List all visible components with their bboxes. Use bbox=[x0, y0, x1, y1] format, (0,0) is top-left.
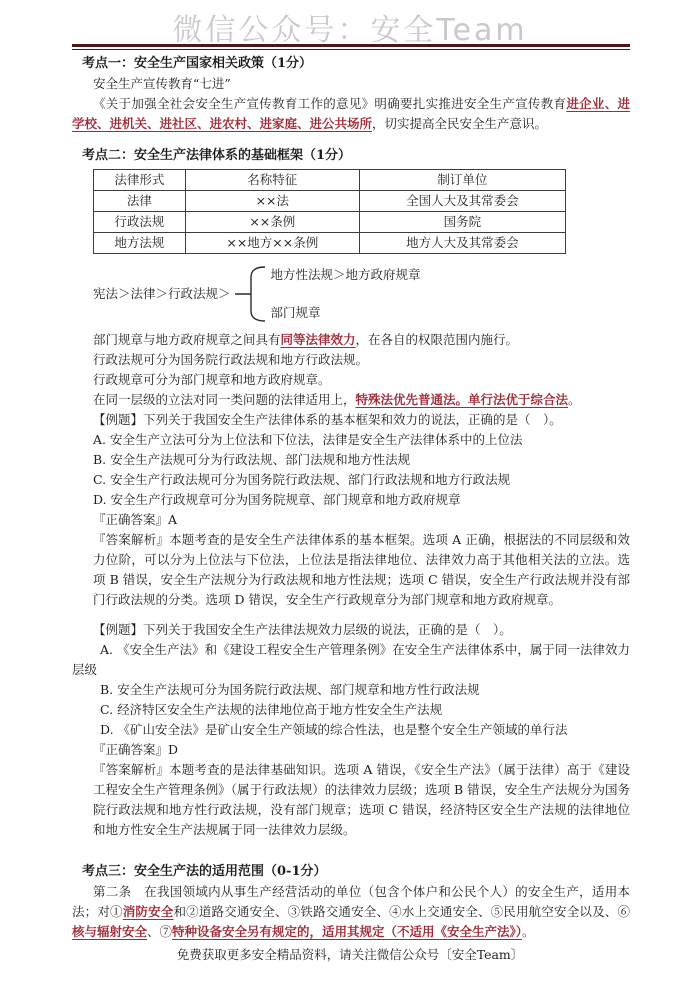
text-run: C. 安全生产行政法规可分为国务院行政法规、部门行政法规和地方行政法规 bbox=[93, 472, 511, 487]
text-run: ，切实提高全民安全生产意识。 bbox=[372, 116, 548, 131]
text-run: 『正确答案』A bbox=[93, 512, 178, 527]
answer-line bbox=[72, 740, 630, 760]
spacer bbox=[72, 840, 630, 850]
table-cell: ××法 bbox=[185, 191, 359, 212]
text-run: 部门规章与地方政府规章之间具有 bbox=[93, 332, 281, 347]
text-run: 《关于加强全社会安全生产宣传教育工作的意见》明确要扎实推进安全生产宣传教育 bbox=[93, 96, 567, 111]
diagram-root-label: 宪法＞法律＞行政法规＞ bbox=[93, 286, 231, 301]
exam-point-1-heading: 考点一：安全生产国家相关政策（1分） bbox=[82, 56, 313, 71]
text-run: B. 安全生产法规可分为行政法规、部门法规和地方性法规 bbox=[93, 452, 411, 467]
watermark-text: 微信公众号：安全Team bbox=[172, 13, 528, 48]
table-cell: 法律 bbox=[94, 191, 186, 212]
diagram-branch-label: 地方性法规＞地方政府规章 bbox=[270, 267, 421, 282]
text-run: 【例题】下列关于我国安全生产法律法规效力层级的说法，正确的是（ ）。 bbox=[93, 622, 512, 637]
paragraph bbox=[72, 350, 630, 370]
table-cell: 名称特征 bbox=[185, 170, 359, 191]
highlighted-text: 特殊法优先普通法。单行法优于综合法 bbox=[355, 392, 569, 407]
paragraph bbox=[72, 370, 630, 390]
text-run: 第二条 在我国领域内从事生产经营活动的单位（包含个体户和公民个人）的安全生产，适用本法；对① bbox=[72, 884, 630, 919]
text-run: 行政法规可分为国务院行政法规和地方行政法规。 bbox=[93, 352, 369, 367]
text-run: 安全生产宣传教育“七进” bbox=[93, 76, 231, 91]
table-cell: ××地方××条例 bbox=[185, 233, 359, 254]
paragraph bbox=[72, 74, 630, 94]
text-run: ，在各自的权限范围内施行。 bbox=[355, 332, 519, 347]
diagram-branch-label: 部门规章 bbox=[270, 305, 321, 320]
highlighted-text: 特种设备安全另有规定的，适用其规定（不适用《安全生产法》） bbox=[172, 924, 523, 939]
paragraph bbox=[72, 390, 630, 410]
table-cell: ××条例 bbox=[185, 212, 359, 233]
exam-point-2-heading: 考点二：安全生产法律体系的基础框架（1分） bbox=[82, 148, 352, 163]
option-line bbox=[72, 450, 630, 470]
text-run: 『答案解析』本题考查的是安全生产法律体系的基本框架。选项 A 正确，根据法的不同层级和效力位阶，可以分为上位法与下位法，上位法是指法律地位、法律效力高于其他相关法的立法。选项 B 错误，安全生产法规分为行政法规和地方性法规；选项 C 错误，安全生产行政法规并没有部门行政法规的分类。选项 D 错误，安全生产行政规章分为部门规章和地方政府规章。 bbox=[93, 532, 630, 607]
table-cell: 国务院 bbox=[359, 212, 565, 233]
option-line bbox=[100, 720, 630, 740]
text-run: 、⑦ bbox=[147, 924, 173, 939]
text-run: B. 安全生产法规可分为国务院行政法规、部门规章和地方性行政法规 bbox=[100, 682, 480, 697]
table-cell: 全国人大及其常委会 bbox=[359, 191, 565, 212]
option-line bbox=[72, 430, 630, 450]
question-line bbox=[72, 620, 630, 640]
option-line bbox=[100, 700, 630, 720]
footer-note: 免费获取更多安全精品资料，请关注微信公众号〔安全Team〕 bbox=[176, 947, 524, 962]
text-run: C. 经济特区安全生产法规的法律地位高于地方性安全生产法规 bbox=[100, 702, 443, 717]
question-line bbox=[72, 410, 630, 430]
highlighted-text: 同等法律效力 bbox=[280, 332, 356, 347]
law-hierarchy-diagram bbox=[93, 264, 630, 324]
table-cell: 法律形式 bbox=[94, 170, 186, 191]
text-run: D. 《矿山安全法》是矿山安全生产领域的综合性法，也是整个安全生产领域的单行法 bbox=[100, 722, 568, 737]
table-cell: 制订单位 bbox=[359, 170, 565, 191]
text-run: A. 《安全生产法》和《建设工程安全生产管理条例》在安全生产法律体系中，属于同一法律效力层级 bbox=[72, 642, 630, 677]
highlighted-text: 进企业、进学校、进机关、进社区、进农村、进家庭、进公共场所 bbox=[72, 96, 630, 131]
paragraph bbox=[72, 330, 630, 350]
option-line bbox=[100, 680, 630, 700]
analysis-paragraph bbox=[93, 530, 630, 610]
answer-line bbox=[72, 510, 630, 530]
highlighted-text: 消防安全 bbox=[122, 904, 174, 919]
table-cell: 行政法规 bbox=[94, 212, 186, 233]
bracket-shape bbox=[235, 264, 267, 324]
highlighted-text: 核与辐射安全 bbox=[72, 924, 148, 939]
text-run: 【例题】下列关于我国安全生产法律体系的基本框架和效力的说法，正确的是（ ）。 bbox=[93, 412, 562, 427]
law-system-table bbox=[93, 169, 566, 254]
text-run: 行政规章可分为部门规章和地方政府规章。 bbox=[93, 372, 331, 387]
exam-point-3-heading: 考点三：安全生产法的适用范围（0-1分） bbox=[82, 864, 327, 879]
text-run: 和②道路交通安全、③铁路交通安全、④水上交通安全、⑤民用航空安全以及、⑥ bbox=[173, 904, 630, 919]
option-line bbox=[72, 470, 630, 490]
text-run: 。 bbox=[522, 924, 535, 939]
diagram-branches bbox=[271, 265, 421, 323]
text-run: A. 安全生产立法可分为上位法和下位法，法律是安全生产法律体系中的上位法 bbox=[93, 432, 523, 447]
option-line bbox=[72, 490, 630, 510]
text-run: 。 bbox=[568, 392, 581, 407]
spacer bbox=[72, 610, 630, 620]
table-cell: 地方人大及其常委会 bbox=[359, 233, 565, 254]
option-line bbox=[72, 640, 630, 680]
text-run: D. 安全生产行政规章可分为国务院规章、部门规章和地方政府规章 bbox=[93, 492, 461, 507]
text-run: 『正确答案』D bbox=[93, 742, 179, 757]
document-content bbox=[72, 48, 630, 942]
table-header-row bbox=[94, 170, 566, 191]
paragraph bbox=[72, 882, 630, 942]
table-row bbox=[94, 233, 566, 254]
analysis-paragraph bbox=[93, 760, 630, 840]
text-run: 在同一层级的立法对同一类问题的法律适用上， bbox=[93, 392, 356, 407]
table-cell: 地方法规 bbox=[94, 233, 186, 254]
text-run: 『答案解析』本题考查的是法律基础知识。选项 A 错误，《安全生产法》（属于法律）高于《建设工程安全生产管理条例》（属于行政法规）的法律效力层级；选项 B 错误，安全生产法规分为国务院行政法规和地方性行政法规，没有部门规章；选项 C 错误，经济特区安全生产法规的法律地位和地方性安全生产法规属于同一法律效力层级。 bbox=[93, 762, 630, 837]
table-row bbox=[94, 212, 566, 233]
paragraph bbox=[72, 94, 630, 134]
table-row bbox=[94, 191, 566, 212]
